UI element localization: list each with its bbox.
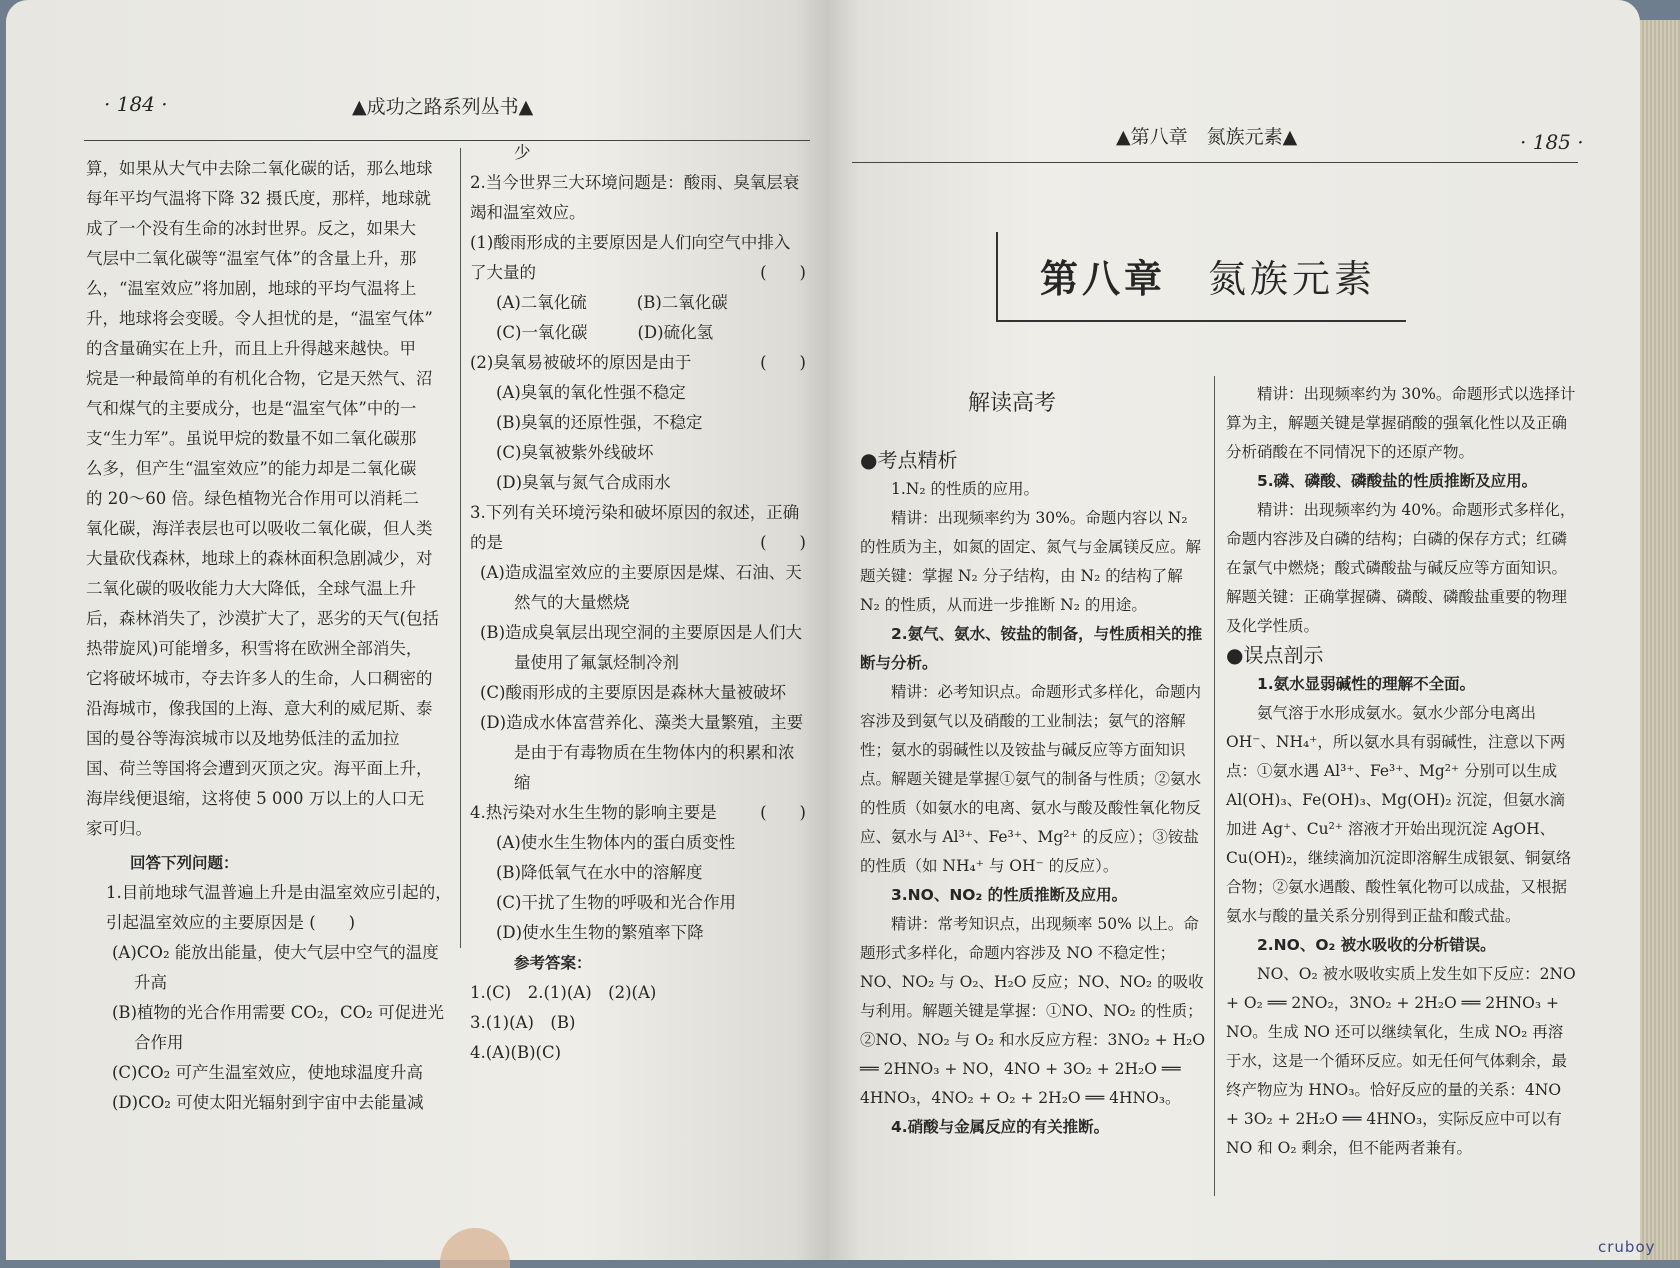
left-column-2 [470, 138, 806, 1068]
body-line: 国、荷兰等国将会遭到灭顶之灾。海平面上升， [86, 759, 433, 778]
q1-option-b: (B)植物的光合作用需要 CO₂，CO₂ 可促进光合作用 [112, 1003, 445, 1052]
item1-title: 1.N₂ 的性质的应用。 [891, 480, 1039, 498]
question-4: 4.热污染对水生生物的影响主要是 ( ) [470, 803, 806, 822]
body-line: 算，如果从大气中去除二氧化碳的话，那么地球 [86, 159, 433, 178]
q1-option-a: (A)CO₂ 能放出能量，使大气层中空气的温度升高 [112, 943, 439, 992]
page-number-left: · 184 · [104, 92, 168, 116]
body-line: 每年平均气温将下降 32 摄氏度，那样，地球就 [86, 189, 431, 208]
col2-top-fragment: 少 [514, 143, 531, 162]
item4-text: 精讲：出现频率约为 30%。命题形式以选择计算为主，解题关键是掌握硝酸的强氧化性以及正确分析硝酸在不同情况下的还原产物。 [1226, 385, 1576, 461]
body-line: 支“生力军”。虽说甲烷的数量不如二氧化碳那 [86, 429, 417, 448]
reference-answers-heading: 参考答案： [514, 954, 592, 972]
column-divider-left [460, 148, 461, 948]
body-line: 么，“温室效应”将加剧，地球的平均气温将上 [86, 279, 417, 298]
q2-2-option-d: (D)臭氧与氮气合成雨水 [496, 473, 671, 492]
item2-title: 2.氨气、氨水、铵盐的制备，与性质相关的推断与分析。 [860, 625, 1203, 672]
q4-option-a: (A)使水生生物体内的蛋白质变性 [496, 833, 736, 852]
q4-option-c: (C)干扰了生物的呼吸和光合作用 [496, 893, 736, 912]
error1-title: 1.氨水显弱碱性的理解不全面。 [1257, 675, 1476, 693]
question-1-options [86, 938, 452, 1118]
body-line: 海岸线便退缩，这将使 5 000 万以上的人口无 [86, 789, 425, 808]
item5-title: 5.磷、磷酸、磷酸盐的性质推断及应用。 [1257, 472, 1538, 490]
q3-option-a: (A)造成温室效应的主要原因是煤、石油、天然气的大量燃烧 [480, 563, 802, 612]
right-column-1 [860, 446, 1206, 1142]
left-column-1 [86, 154, 452, 1118]
item5-text: 精讲：出现频率约为 40%。命题形式多样化，命题内容涉及白磷的结构；白磷的保存方式；红磷在氯气中燃烧；酸式磷酸盐与碱反应等方面知识。解题关键：正确掌握磷、磷酸、磷酸盐重要的物理及化学性质。 [1226, 501, 1576, 635]
body-line: 热带旋风)可能增多，积雪将在欧洲全部消失， [86, 639, 423, 658]
error1-text: 氨气溶于水形成氨水。氨水少部分电离出 OH⁻、NH₄⁺，所以氨水具有弱碱性，注意以下两点：①氨水遇 Al³⁺、Fe³⁺、Mg²⁺ 分别可以生成 Al(OH)₃、Fe(OH)₃、Mg(OH)₂ 沉淀，但氨水滴加进 Ag⁺、Cu²⁺ 溶液才开始出现沉淀 AgOH、Cu(OH)₂，继续滴加沉淀即溶解生成银氨、铜氨络合物；②氨水遇酸、酸性氧化物可以成盐，又根据氨水与酸的量关系分别得到正盐和酸式盐。 [1226, 704, 1572, 925]
question-2: 2.当今世界三大环境问题是：酸雨、臭氧层衰竭和温室效应。 [470, 173, 800, 222]
body-line: 家可归。 [86, 819, 152, 838]
body-line: 后，森林消失了，沙漠扩大了，恶劣的天气(包括 [86, 609, 439, 628]
body-line: 国的曼谷等海滨城市以及地势低洼的孟加拉 [86, 729, 400, 748]
body-line: 气层中二氧化碳等“温室气体”的含量上升，那 [86, 249, 417, 268]
body-line: 大量砍伐森林，地球上的森林面积急剧减少，对 [86, 549, 433, 568]
body-line: 么多，但产生“温室效应”的能力却是二氧化碳 [86, 459, 417, 478]
error2-text: NO、O₂ 被水吸收实质上发生如下反应：2NO + O₂ ══ 2NO₂，3NO₂ + 2H₂O ══ 2HNO₃ + NO。生成 NO 还可以继续氧化，生成 NO₂ 再溶于水，这是一个循环反应。如无任何气体剩余，最终产物应为 HNO₃。恰好反应的量的关系：4NO + 3O₂ + 2H₂O ══ 4HNO₃，实际反应中可以有 NO 和 O₂ 剩余，但不能两者兼有。 [1226, 965, 1576, 1157]
reference-answer-2: 3.(1)(A) (B) [470, 1013, 576, 1032]
section-title: 解读高考 [968, 391, 1057, 416]
question-3: 3.下列有关环境污染和破坏原因的叙述，正确的是 ( ) [470, 503, 806, 552]
body-line: 的含量确实在上升，而且上升得越来越快。甲 [86, 339, 416, 358]
q2-2-option-c: (C)臭氧被紫外线破坏 [496, 443, 654, 462]
item2-text: 精讲：必考知识点。命题形式多样化，命题内容涉及到氨气以及硝酸的工业制法；氨气的溶解性；氨水的弱碱性以及铵盐与碱反应等方面知识点。解题关键是掌握①氨气的制备与性质；②氨水的性质（如氨水的电离、氨水与酸及酸性氧化物反应、氨水与 Al³⁺、Fe³⁺、Mg²⁺ 的反应）；③铵盐的性质（如 NH₄⁺ 与 OH⁻ 的反应）。 [860, 683, 1202, 875]
q2-2-option-a: (A)臭氧的氧化性强不稳定 [496, 383, 686, 402]
kaodian-heading: ●考点精析 [860, 448, 958, 472]
book-edge [1640, 20, 1680, 1260]
question-1: 1.目前地球气温普遍上升是由温室效应引起的，引起温室效应的主要原因是 ( ) [106, 883, 452, 932]
chapter-header: ▲第八章 氮族元素▲ [1116, 126, 1298, 148]
error2-title: 2.NO、O₂ 被水吸收的分析错误。 [1257, 936, 1496, 954]
q1-option-d: (D)CO₂ 可使太阳光辐射到宇宙中去能量减 [112, 1093, 424, 1112]
q2-2-option-b: (B)臭氧的还原性强，不稳定 [496, 413, 703, 432]
item3-title: 3.NO、NO₂ 的性质推断及应用。 [891, 886, 1128, 904]
question-2-2: (2)臭氧易被破坏的原因是由于 ( ) [470, 353, 806, 372]
body-line: 沿海城市，像我国的上海、意大利的威尼斯、泰 [86, 699, 433, 718]
body-line: 氧化碳，海洋表层也可以吸收二氧化碳，但人类 [86, 519, 433, 538]
q4-option-d: (D)使水生生物的繁殖率下降 [496, 923, 704, 942]
right-column-2 [1226, 380, 1576, 1163]
wudian-heading: ●误点剖示 [1226, 643, 1324, 667]
body-line: 成了一个没有生命的冰封世界。反之，如果大 [86, 219, 416, 238]
reference-answer-3: 4.(A)(B)(C) [470, 1043, 562, 1062]
item4-title: 4.硝酸与金属反应的有关推断。 [891, 1118, 1110, 1136]
q3-option-b: (B)造成臭氧层出现空洞的主要原因是人们大量使用了氟氯烃制冷剂 [480, 623, 802, 672]
body-line: 的 20～60 倍。绿色植物光合作用可以消耗二 [86, 489, 419, 508]
item3-text: 精讲：常考知识点，出现频率 50% 以上。命题形式多样化，命题内容涉及 NO 不稳定性；NO、NO₂ 与 O₂、H₂O 反应；NO、NO₂ 的吸收与利用。解题关键是掌握：①NO、NO₂ 的性质；②NO、NO₂ 与 O₂ 和水反应方程：3NO₂ + H₂O ══ 2HNO₃ + NO，4NO + 3O₂ + 2H₂O ══ 4HNO₃，4NO₂ + O₂ + 2H₂O ══ 4HNO₃。 [860, 915, 1206, 1107]
body-line: 气和煤气的主要成分，也是“温室气体”中的一 [86, 399, 417, 418]
q1-option-c: (C)CO₂ 可产生温室效应，使地球温度升高 [112, 1063, 424, 1082]
q3-option-c: (C)酸雨形成的主要原因是森林大量被破坏 [480, 683, 786, 702]
q4-option-b: (B)降低氧气在水中的溶解度 [496, 863, 703, 882]
body-line: 升，地球将会变暖。令人担忧的是，“温室气体” [86, 309, 433, 328]
chapter-title: 第八章 氮族元素 [1040, 256, 1377, 301]
header-rule-right [852, 162, 1578, 163]
item1-text: 精讲：出现频率约为 30%。命题内容以 N₂ 的性质为主，如氮的固定、氮气与金属镁反应。解题关键：掌握 N₂ 分子结构，由 N₂ 的结构了解 N₂ 的性质，从而进一步推断 N₂ 的用途。 [860, 509, 1202, 614]
q3-option-d: (D)造成水体富营养化、藻类大量繁殖，主要是由于有毒物质在生物体内的积累和浓缩 [480, 713, 804, 792]
q2-1-options-ab: (A)二氧化硫 (B)二氧化碳 [496, 293, 728, 312]
reference-answer-1: 1.(C) 2.(1)(A) (2)(A) [470, 983, 657, 1002]
series-header: ▲成功之路系列丛书▲ [352, 96, 534, 118]
column-divider-right [1214, 376, 1215, 1196]
body-line: 它将破坏城市，夺去许多人的生命，人口稠密的 [86, 669, 433, 688]
watermark: cruboy [1598, 1238, 1656, 1256]
q2-1-options-cd: (C)一氧化碳 (D)硫化氢 [496, 323, 714, 342]
body-line: 二氧化碳的吸收能力大大降低，全球气温上升 [86, 579, 416, 598]
question-2-1: (1)酸雨形成的主要原因是人们向空气中排入了大量的 ( ) [470, 233, 806, 282]
body-line: 烷是一种最简单的有机化合物，它是天然气、沼 [86, 369, 433, 388]
answer-heading: 回答下列问题： [130, 854, 239, 872]
page-number-right: · 185 · [1520, 130, 1584, 154]
